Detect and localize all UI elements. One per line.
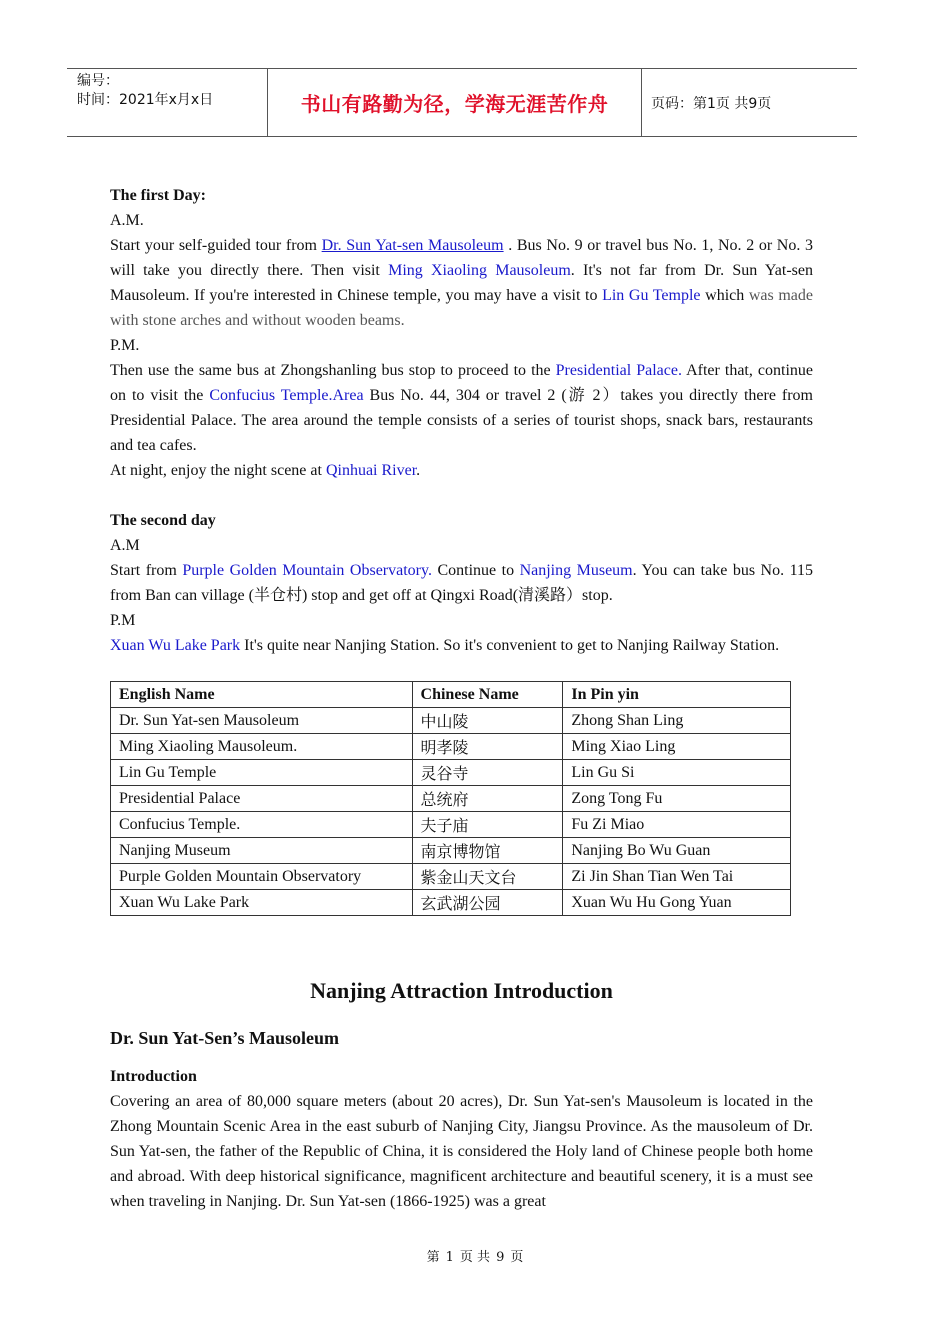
day2-pm-paragraph bbox=[110, 633, 813, 658]
intro-body: Covering an area of 80,000 square meters (about 20 acres), Dr. Sun Yat-sen's Mausoleum is located in the Zhong Mountain Scenic Area in the east suburb of Nanjing City, Jiangsu Province. As the mausoleum of Dr. Sun Yat-sen, the father of the Republic of China, it is considered the Holy land of Chinese people both home and abroad. With deep historical significance, magnificent architecture and beautiful scenery, it is a must see when traveling in Nanjing. Dr. Sun Yat-sen (1866-1925) was a great bbox=[110, 1093, 813, 1210]
text: After that, continue on to visit the bbox=[110, 362, 813, 404]
english-name: Presidential Palace bbox=[111, 786, 413, 812]
header-page-cell bbox=[641, 69, 857, 136]
text: . Bus No. 9 or travel bus No. 1, No. 2 or No. 3 will take you directly there. Then visit bbox=[110, 237, 814, 279]
pinyin: Nanjing Bo Wu Guan bbox=[563, 838, 791, 864]
day2-heading: The second day bbox=[110, 512, 216, 529]
table-row bbox=[111, 890, 791, 916]
english-name: Confucius Temple. bbox=[111, 812, 413, 838]
english-name: Xuan Wu Lake Park bbox=[111, 890, 413, 916]
header-meta bbox=[67, 69, 267, 136]
table-row bbox=[111, 812, 791, 838]
english-name: Ming Xiaoling Mausoleum. bbox=[111, 734, 413, 760]
english-name: Lin Gu Temple bbox=[111, 760, 413, 786]
column-header: In Pin yin bbox=[563, 682, 791, 708]
link-ming-xiaoling[interactable]: Ming Xiaoling Mausoleum bbox=[388, 262, 571, 279]
chinese-name: 南京博物馆 bbox=[412, 838, 563, 864]
spacer bbox=[110, 483, 813, 508]
serial-label: 编号： bbox=[77, 73, 119, 89]
page-footer bbox=[0, 1246, 950, 1265]
footer-prefix: 第 bbox=[426, 1250, 440, 1265]
link-qinhuai-river[interactable]: Qinhuai River bbox=[325, 462, 417, 479]
page-header bbox=[67, 68, 857, 137]
table-row bbox=[111, 760, 791, 786]
day2-am-label: A.M bbox=[110, 537, 140, 554]
english-name: Nanjing Museum bbox=[111, 838, 413, 864]
table-row bbox=[111, 786, 791, 812]
intro-block bbox=[110, 1064, 813, 1214]
intro-subheading: Introduction bbox=[110, 1068, 197, 1085]
section-heading: Dr. Sun Yat-Sen’s Mausoleum bbox=[110, 1028, 340, 1048]
footer-mid: 页 共 bbox=[459, 1250, 491, 1265]
link-sun-yat-sen-mausoleum[interactable]: Dr. Sun Yat-sen Mausoleum bbox=[321, 237, 504, 254]
link-lin-gu-temple[interactable]: Lin Gu Temple bbox=[602, 287, 701, 304]
day1-pm-label: P.M. bbox=[110, 337, 140, 354]
chinese-name: 总统府 bbox=[412, 786, 563, 812]
table-row bbox=[111, 734, 791, 760]
chinese-name: 中山陵 bbox=[412, 708, 563, 734]
chinese-name: 灵谷寺 bbox=[412, 760, 563, 786]
pinyin: Fu Zi Miao bbox=[563, 812, 791, 838]
text: . It's not far from Dr. Sun Yat-sen Mausoleum. If you're interested in Chinese temple, you may have a visit to bbox=[110, 262, 814, 304]
day1-night-paragraph bbox=[110, 458, 813, 483]
column-header: English Name bbox=[111, 682, 413, 708]
text: which bbox=[700, 287, 749, 304]
table-header-row bbox=[111, 682, 791, 708]
pinyin: Zi Jin Shan Tian Wen Tai bbox=[563, 864, 791, 890]
link-nanjing-museum[interactable]: Nanjing Museum bbox=[519, 562, 633, 579]
attraction-names-table bbox=[110, 681, 791, 916]
chinese-name: 玄武湖公园 bbox=[412, 890, 563, 916]
text: was made with stone arches and without wooden beams. bbox=[110, 287, 814, 329]
chinese-name: 明孝陵 bbox=[412, 734, 563, 760]
day1-heading: The first Day: bbox=[110, 187, 206, 204]
english-name: Purple Golden Mountain Observatory bbox=[111, 864, 413, 890]
day2-pm-label: P.M bbox=[110, 612, 136, 629]
text: Start from bbox=[110, 562, 183, 579]
chinese-name: 夫子庙 bbox=[412, 812, 563, 838]
day2-am-paragraph bbox=[110, 558, 813, 608]
day1-am-label: A.M. bbox=[110, 212, 144, 229]
table-row bbox=[111, 708, 791, 734]
day1-pm-paragraph bbox=[110, 358, 813, 458]
link-purple-mountain-observatory[interactable]: Purple Golden Mountain Observatory. bbox=[182, 562, 432, 579]
text: Then use the same bus at Zhongshanling bus stop to proceed to the bbox=[110, 362, 556, 379]
footer-page-number: 1 bbox=[445, 1250, 454, 1265]
page-info: 页码：第1页 共9页 bbox=[651, 95, 772, 112]
text: . bbox=[416, 462, 421, 479]
day1-am-paragraph bbox=[110, 233, 813, 333]
pinyin: Xuan Wu Hu Gong Yuan bbox=[563, 890, 791, 916]
itinerary bbox=[110, 183, 813, 658]
motto: 书山有路勤为径，学海无涯苦作舟 bbox=[300, 92, 609, 116]
text: . You can take bus No. 115 from Ban can village (半仓村) stop and get off at Qingxi Road(清溪路）stop. bbox=[110, 562, 814, 604]
header-motto-cell bbox=[267, 69, 642, 136]
text: Bus No. 44, 304 or travel 2 (游 2）takes you directly there from Presidential Palace. The area around the temple consists of a series of tourist shops, snack bars, restaurants and tea cafes. bbox=[110, 387, 813, 454]
time-label: 时间：2021年x月x日 bbox=[77, 92, 214, 108]
table-row bbox=[111, 864, 791, 890]
chinese-name: 紫金山天文台 bbox=[412, 864, 563, 890]
pinyin: Zong Tong Fu bbox=[563, 786, 791, 812]
pinyin: Lin Gu Si bbox=[563, 760, 791, 786]
link-presidential-palace[interactable]: Presidential Palace. bbox=[555, 362, 682, 379]
text: It's quite near Nanjing Station. So it's convenient to get to Nanjing Railway Station. bbox=[240, 637, 780, 654]
pinyin: Zhong Shan Ling bbox=[563, 708, 791, 734]
english-name: Dr. Sun Yat-sen Mausoleum bbox=[111, 708, 413, 734]
text: Continue to bbox=[431, 562, 520, 579]
link-xuan-wu-lake[interactable]: Xuan Wu Lake Park bbox=[110, 637, 241, 654]
footer-total-pages: 9 bbox=[496, 1250, 505, 1265]
text: Start your self-guided tour from bbox=[110, 237, 322, 254]
table-row bbox=[111, 838, 791, 864]
column-header: Chinese Name bbox=[412, 682, 563, 708]
footer-suffix: 页 bbox=[510, 1250, 524, 1265]
link-confucius-temple[interactable]: Confucius Temple.Area bbox=[209, 387, 364, 404]
intro-title: Nanjing Attraction Introduction bbox=[310, 978, 613, 1003]
pinyin: Ming Xiao Ling bbox=[563, 734, 791, 760]
text: At night, enjoy the night scene at bbox=[110, 462, 326, 479]
